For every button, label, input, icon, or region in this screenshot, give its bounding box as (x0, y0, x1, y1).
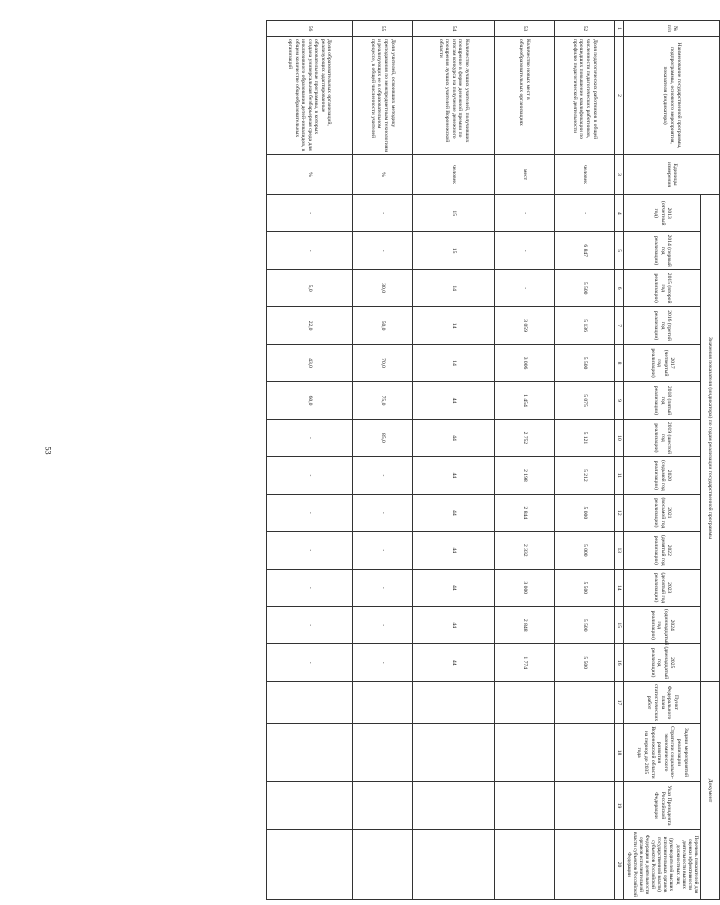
header-doc-decree: Указ Президента Российской Федерации (624, 782, 701, 830)
value-cell: 44 (412, 644, 494, 682)
value-cell: 44 (412, 569, 494, 606)
document-cell (494, 724, 554, 782)
value-cell: 85,0 (352, 419, 412, 456)
header-doc-plan: Пункт Федерального плана статистических работ (624, 682, 701, 724)
table-row (412, 21, 494, 900)
value-cell: 44 (412, 457, 494, 494)
column-number: 11 (614, 457, 624, 494)
document-cell (266, 724, 352, 782)
value-cell: - (266, 457, 352, 494)
column-number: 15 (614, 606, 624, 643)
document-cell (494, 682, 554, 724)
header-doc-strategy: Задачи мероприятий реализации Стратегии социально-экономического развития Воронежской области на период до 2035 года (624, 724, 701, 782)
column-number: 4 (614, 195, 624, 232)
document-cell (412, 682, 494, 724)
value-cell: 5 500 (554, 569, 614, 606)
value-cell: 5 500 (554, 269, 614, 306)
value-cell: - (266, 569, 352, 606)
column-number: 9 (614, 382, 624, 419)
column-number: 2 (614, 37, 624, 155)
value-cell: - (266, 195, 352, 232)
value-cell: 44 (412, 382, 494, 419)
value-cell: - (266, 644, 352, 682)
value-cell: 6 847 (554, 232, 614, 269)
header-year: 2013 (отчетный год) (624, 195, 701, 232)
value-cell: 5 500 (554, 644, 614, 682)
value-cell: 5 000 (554, 532, 614, 569)
value-cell: - (494, 195, 554, 232)
header-year: 2022 (девятый год реализации) (624, 532, 701, 569)
value-cell: 44 (412, 606, 494, 643)
document-cell (554, 782, 614, 830)
table-row (352, 21, 412, 900)
value-cell: 15 (412, 195, 494, 232)
value-cell: - (352, 569, 412, 606)
indicator-name: Доля педагогических работников в общей численности педагогических работников, прошедших повышение квалификации по профилю педагогической деятельности (554, 37, 614, 155)
value-cell: 1 454 (494, 382, 554, 419)
value-cell: 22,0 (266, 307, 352, 344)
document-cell (554, 724, 614, 782)
value-cell: 2 332 (494, 532, 554, 569)
column-number: 6 (614, 269, 624, 306)
document-cell (266, 782, 352, 830)
value-cell: - (266, 494, 352, 531)
document-cell (266, 682, 352, 724)
column-number: 20 (614, 830, 624, 900)
document-cell (352, 830, 412, 900)
row-number: 52 (554, 21, 614, 37)
unit-cell: мест (494, 155, 554, 195)
value-cell: - (352, 606, 412, 643)
row-number: 56 (266, 21, 352, 37)
value-cell: - (266, 232, 352, 269)
page-number: 53 (43, 446, 53, 455)
header-doc-efficiency: Перечень показателей для оценки эффективности деятельности высших должностных лиц (руководителей высших исполнительных органов государственной власти) субъектов Российской Федерации и деятельности органов исполнительной власти субъектов Российской Федерации (624, 830, 701, 900)
value-cell: 50,0 (352, 307, 412, 344)
column-number: 5 (614, 232, 624, 269)
header-year: 2024 (одиннадцатый год реализации) (624, 606, 701, 643)
value-cell: 3 006 (494, 344, 554, 381)
unit-cell: человек (412, 155, 494, 195)
column-number: 12 (614, 494, 624, 531)
value-cell: - (352, 232, 412, 269)
value-cell: 5 075 (554, 382, 614, 419)
value-cell: 1 774 (494, 644, 554, 682)
value-cell: 30,0 (352, 269, 412, 306)
document-cell (352, 782, 412, 830)
document-cell (352, 682, 412, 724)
header-year: 2025 (двенадцатый год реализации) (624, 644, 701, 682)
column-number: 10 (614, 419, 624, 456)
value-cell: 14 (412, 344, 494, 381)
unit-cell: человек (554, 155, 614, 195)
header-unit: Единицы измерения (624, 155, 720, 195)
unit-cell: % (266, 155, 352, 195)
header-num: № п/п (624, 21, 720, 37)
value-cell: 5 500 (554, 344, 614, 381)
document-cell (412, 782, 494, 830)
header-year: 2018 (пятый год реализации) (624, 382, 701, 419)
document-cell (494, 830, 554, 900)
row-number: 53 (494, 21, 554, 37)
value-cell: 44 (412, 419, 494, 456)
rotated-table-page (192, 20, 720, 900)
document-cell (554, 682, 614, 724)
document-cell (412, 724, 494, 782)
table-row (494, 21, 554, 900)
header-year: 2023 (десятый год реализации) (624, 569, 701, 606)
value-cell: 5,0 (266, 269, 352, 306)
table-row (266, 21, 352, 900)
document-cell (266, 830, 352, 900)
value-cell: - (266, 532, 352, 569)
value-cell: 44 (412, 494, 494, 531)
column-number: 13 (614, 532, 624, 569)
header-year: 2021 (восьмой год реализации) (624, 494, 701, 531)
column-number: 17 (614, 682, 624, 724)
column-number: 8 (614, 344, 624, 381)
indicator-name: Доля образовательных организаций, реализующих адаптированные образовательные программы, в которых создана универсальная безбарьерная среда для инклюзивного образования детей-инвалидов, в общем количестве общеобразовательных организаций (266, 37, 352, 155)
unit-cell: % (352, 155, 412, 195)
header-year: 2016 (третий год реализации) (624, 307, 701, 344)
header-docs-group: Документ (701, 682, 720, 900)
value-cell: - (352, 644, 412, 682)
header-year: 2017 (четвертый год реализации) (624, 344, 701, 381)
column-number: 3 (614, 155, 624, 195)
document-cell (352, 724, 412, 782)
value-cell: - (494, 232, 554, 269)
value-cell: - (352, 494, 412, 531)
value-cell: 5 212 (554, 457, 614, 494)
indicator-name: Количество лучших учителей, получивших поощрение в форме денежной премии по итогам конкурса на получение денежного поощрения лучших учителей Воронежской области (412, 37, 494, 155)
header-year: 2014 (первый год реализации) (624, 232, 701, 269)
value-cell: 44 (412, 532, 494, 569)
header-values-group: Значения показателя (индикатора) по годам реализации государственной программы (701, 195, 720, 682)
value-cell: 2 752 (494, 419, 554, 456)
value-cell: 2 848 (494, 606, 554, 643)
value-cell: - (494, 269, 554, 306)
column-number: 7 (614, 307, 624, 344)
value-cell: - (352, 195, 412, 232)
value-cell: 43,0 (266, 344, 352, 381)
value-cell: 3 059 (494, 307, 554, 344)
table-row (554, 21, 614, 900)
value-cell: 14 (412, 307, 494, 344)
value-cell: - (266, 606, 352, 643)
header-year: 2020 (седьмой год реализации) (624, 457, 701, 494)
document-cell (494, 782, 554, 830)
column-number: 14 (614, 569, 624, 606)
value-cell: 2 844 (494, 494, 554, 531)
value-cell: - (352, 532, 412, 569)
indicators-table (266, 20, 720, 900)
value-cell: 5 121 (554, 419, 614, 456)
value-cell: - (554, 195, 614, 232)
document-cell (412, 830, 494, 900)
column-number: 19 (614, 782, 624, 830)
value-cell: 70,0 (352, 344, 412, 381)
document-cell (554, 830, 614, 900)
column-numbers-row (614, 21, 624, 900)
value-cell: 5 000 (554, 494, 614, 531)
value-cell: 2 198 (494, 457, 554, 494)
indicator-name: Количество новых мест в общеобразовательных организациях (494, 37, 554, 155)
row-number: 55 (352, 21, 412, 37)
header-name: Наименование государственной программы, подпрограммы, основного мероприятия, показателя (индикатора) (624, 37, 720, 155)
value-cell: - (266, 419, 352, 456)
header-year: 2015 (второй год реализации) (624, 269, 701, 306)
indicator-name: Доля учителей, освоивших методику преподавания по межпредметным технологиям и реализующих ее в образовательном процессе, в общей численности учителей (352, 37, 412, 155)
value-cell: 75,0 (352, 382, 412, 419)
value-cell: 14 (412, 269, 494, 306)
column-number: 16 (614, 644, 624, 682)
value-cell: 60,0 (266, 382, 352, 419)
value-cell: 5 500 (554, 606, 614, 643)
row-number: 54 (412, 21, 494, 37)
column-number: 18 (614, 724, 624, 782)
value-cell: 5 136 (554, 307, 614, 344)
column-number: 1 (614, 21, 624, 37)
value-cell: 3 000 (494, 569, 554, 606)
value-cell: - (352, 457, 412, 494)
value-cell: 15 (412, 232, 494, 269)
header-year: 2019 (шестой год реализации) (624, 419, 701, 456)
